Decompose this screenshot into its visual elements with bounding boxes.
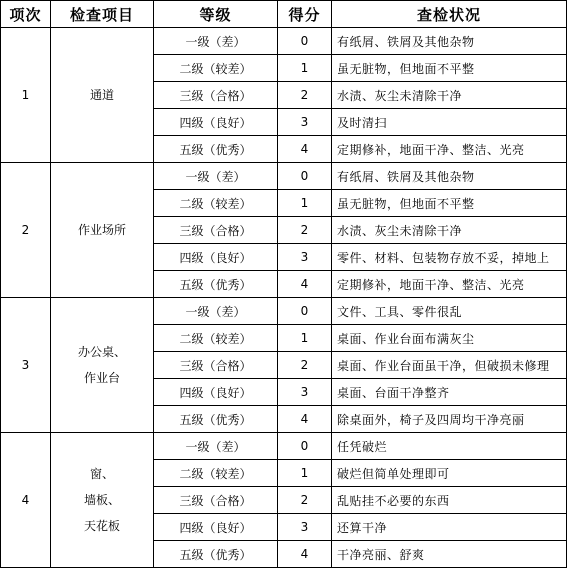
check-item-line: 天花板 [83,519,120,533]
check-item-line: 作业场所 [77,223,126,237]
score-cell: 3 [278,379,332,406]
grade-cell: 五级（优秀） [154,136,278,163]
score-cell: 2 [278,352,332,379]
table-row [1,28,567,55]
score-cell: 3 [278,109,332,136]
status-cell: 破烂但简单处理即可 [332,460,567,487]
header-row [1,1,567,28]
status-cell: 桌面、作业台面虽干净，但破损未修理 [332,352,567,379]
grade-cell: 四级（良好） [154,109,278,136]
check-item [51,433,154,568]
check-item [51,28,154,163]
grade-cell: 一级（差） [154,28,278,55]
status-cell: 乱贴挂不必要的东西 [332,487,567,514]
status-cell: 虽无脏物，但地面不平整 [332,190,567,217]
check-item [51,163,154,298]
score-cell: 0 [278,298,332,325]
header-status: 查检状况 [332,1,567,28]
grade-cell: 二级（较差） [154,55,278,82]
score-cell: 4 [278,541,332,568]
score-cell: 4 [278,406,332,433]
grade-cell: 三级（合格） [154,217,278,244]
score-cell: 0 [278,28,332,55]
score-cell: 1 [278,190,332,217]
status-cell: 除桌面外，椅子及四周均干净亮丽 [332,406,567,433]
score-cell: 0 [278,433,332,460]
check-item-line: 办公桌、 [77,345,126,359]
score-cell: 1 [278,325,332,352]
score-cell: 2 [278,82,332,109]
item-number: 3 [1,298,51,433]
check-item-line: 窗、 [89,467,114,481]
header-no: 项次 [1,1,51,28]
grade-cell: 二级（较差） [154,325,278,352]
score-cell: 4 [278,136,332,163]
grade-cell: 五级（优秀） [154,406,278,433]
status-cell: 虽无脏物，但地面不平整 [332,55,567,82]
check-item-line: 通道 [89,88,114,102]
status-cell: 桌面、作业台面布满灰尘 [332,325,567,352]
grade-cell: 五级（优秀） [154,271,278,298]
item-number: 4 [1,433,51,568]
score-cell: 2 [278,487,332,514]
grade-cell: 二级（较差） [154,460,278,487]
status-cell: 任凭破烂 [332,433,567,460]
score-cell: 4 [278,271,332,298]
status-cell: 及时清扫 [332,109,567,136]
table-row [1,163,567,190]
table-row [1,433,567,460]
score-cell: 1 [278,460,332,487]
grade-cell: 四级（良好） [154,244,278,271]
table-row [1,298,567,325]
score-cell: 3 [278,514,332,541]
check-item-line: 作业台 [83,371,120,385]
item-number: 2 [1,163,51,298]
grade-cell: 一级（差） [154,163,278,190]
status-cell: 零件、材料、包装物存放不妥，掉地上 [332,244,567,271]
grade-cell: 四级（良好） [154,379,278,406]
grade-cell: 三级（合格） [154,82,278,109]
status-cell: 定期修补，地面干净、整洁、光亮 [332,136,567,163]
grade-cell: 三级（合格） [154,352,278,379]
status-cell: 定期修补，地面干净、整洁、光亮 [332,271,567,298]
grade-cell: 三级（合格） [154,487,278,514]
score-cell: 0 [278,163,332,190]
check-item-line: 墙板、 [83,493,120,507]
header-item: 检查项目 [51,1,154,28]
table-body [1,28,567,568]
score-cell: 2 [278,217,332,244]
grade-cell: 五级（优秀） [154,541,278,568]
item-number: 1 [1,28,51,163]
status-cell: 还算干净 [332,514,567,541]
status-cell: 干净亮丽、舒爽 [332,541,567,568]
grade-cell: 二级（较差） [154,190,278,217]
status-cell: 水渍、灰尘未清除干净 [332,82,567,109]
status-cell: 水渍、灰尘未清除干净 [332,217,567,244]
status-cell: 文件、工具、零件很乱 [332,298,567,325]
status-cell: 有纸屑、铁屑及其他杂物 [332,28,567,55]
header-grade: 等级 [154,1,278,28]
check-item [51,298,154,433]
score-cell: 3 [278,244,332,271]
status-cell: 桌面、台面干净整齐 [332,379,567,406]
grade-cell: 一级（差） [154,433,278,460]
score-cell: 1 [278,55,332,82]
grade-cell: 一级（差） [154,298,278,325]
header-score: 得分 [278,1,332,28]
status-cell: 有纸屑、铁屑及其他杂物 [332,163,567,190]
grade-cell: 四级（良好） [154,514,278,541]
